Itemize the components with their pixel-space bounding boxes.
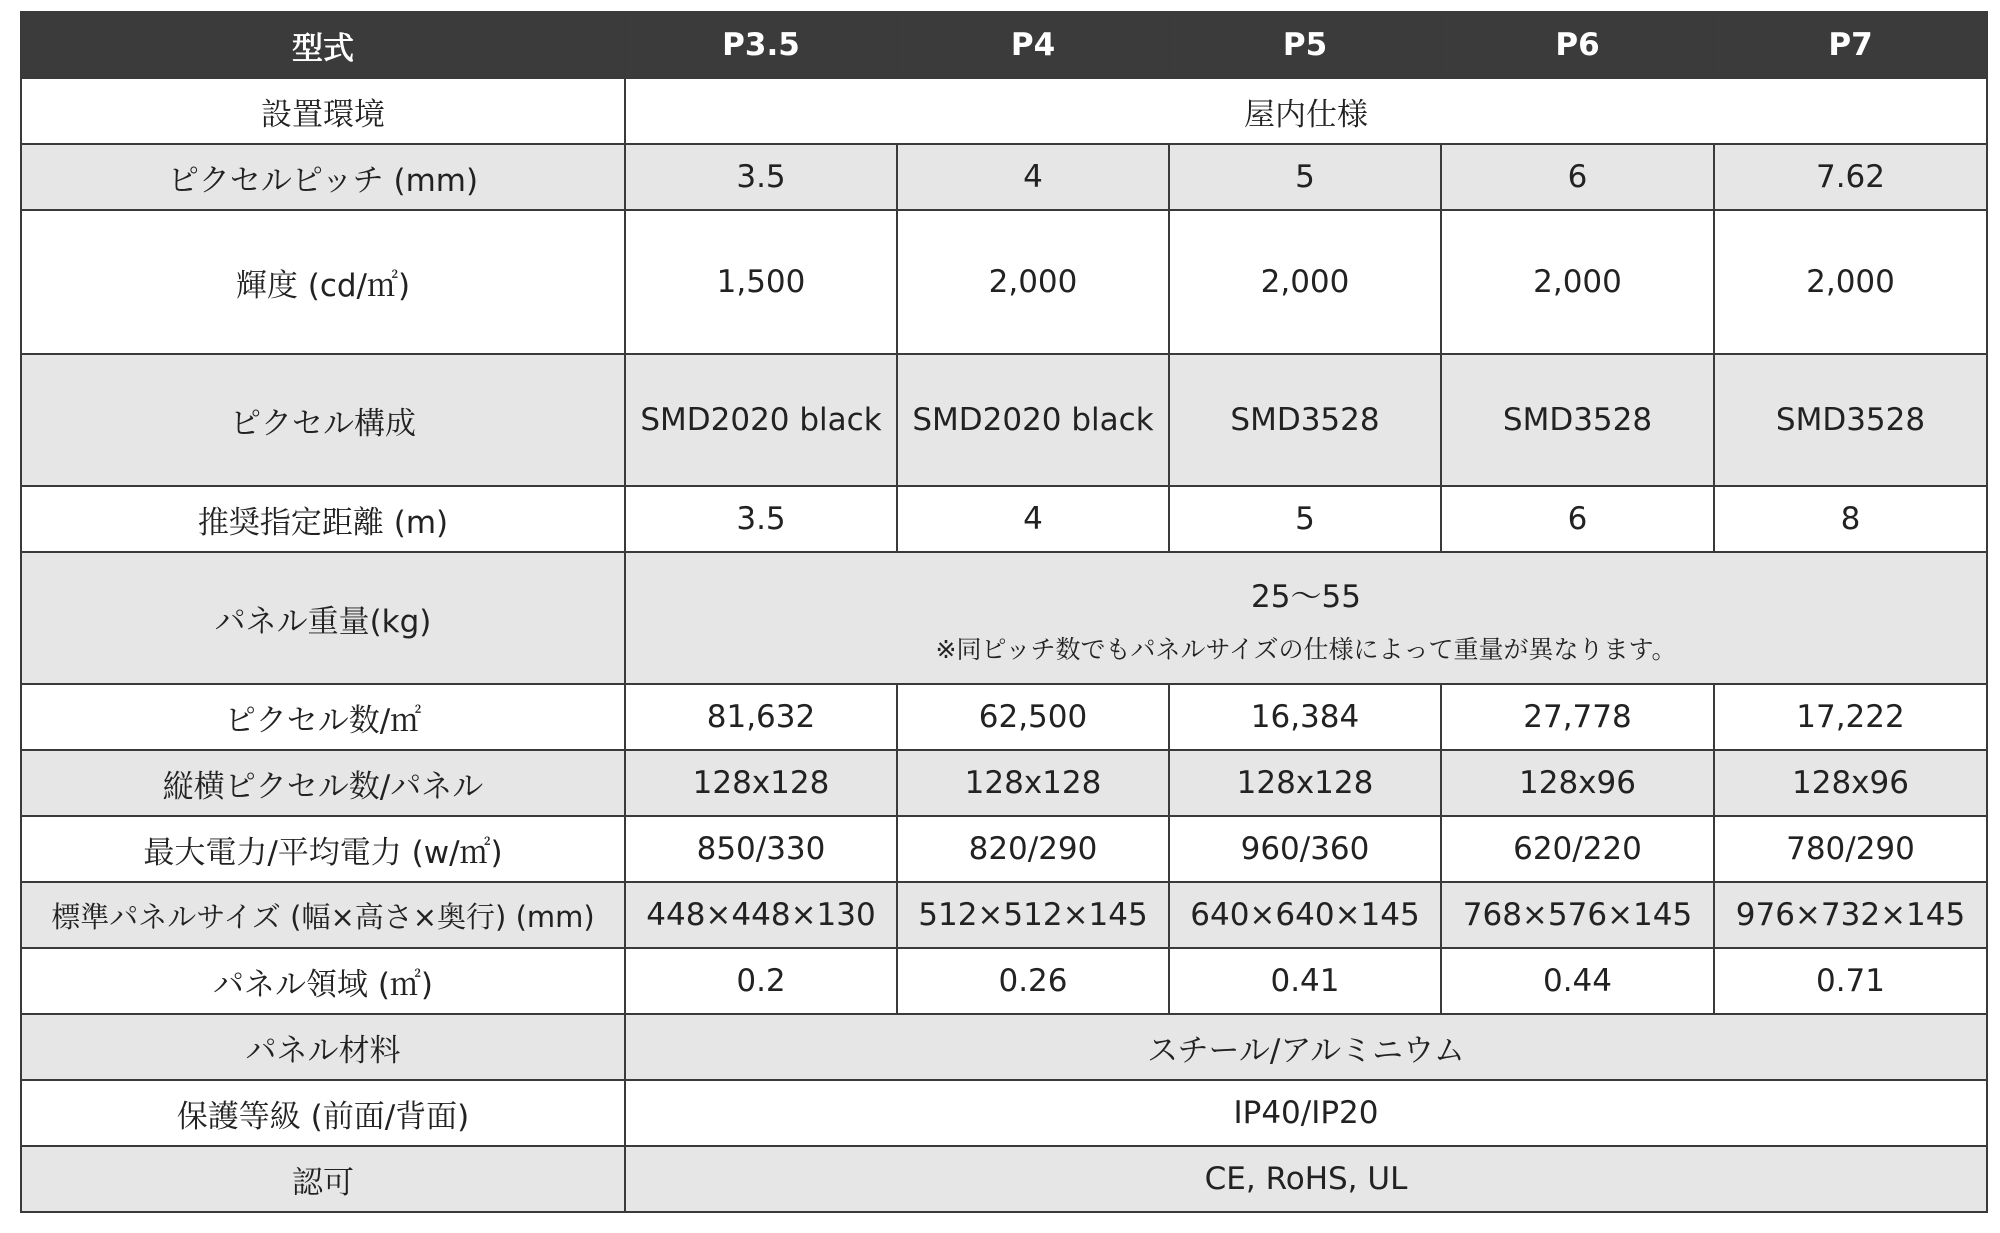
cell-value: 5 bbox=[1169, 144, 1441, 210]
cell-value: 128x96 bbox=[1714, 750, 1987, 816]
cell-value: 2,000 bbox=[1169, 210, 1441, 354]
cell-value: 0.41 bbox=[1169, 948, 1441, 1014]
cell-value: 6 bbox=[1441, 144, 1714, 210]
table-row bbox=[21, 354, 1987, 486]
table-row bbox=[21, 948, 1987, 1014]
table-row bbox=[21, 486, 1987, 552]
cell-value: 16,384 bbox=[1169, 684, 1441, 750]
cell-value: 0.44 bbox=[1441, 948, 1714, 1014]
table-row bbox=[21, 750, 1987, 816]
table-row bbox=[21, 684, 1987, 750]
cell-value: SMD2020 black bbox=[625, 354, 897, 486]
cell-value: 448×448×130 bbox=[625, 882, 897, 948]
table-row bbox=[21, 1146, 1987, 1212]
cell-value: 17,222 bbox=[1714, 684, 1987, 750]
row-label: パネル重量(kg) bbox=[21, 552, 625, 684]
row-label: 標準パネルサイズ (幅×高さ×奥行) (mm) bbox=[21, 882, 625, 948]
cell-value: 3.5 bbox=[625, 144, 897, 210]
row-span-value bbox=[625, 552, 1987, 684]
cell-value: 640×640×145 bbox=[1169, 882, 1441, 948]
row-span-value: 屋内仕様 bbox=[625, 78, 1987, 144]
cell-value: SMD3528 bbox=[1441, 354, 1714, 486]
row-span-value: CE, RoHS, UL bbox=[625, 1146, 1987, 1212]
cell-value: 4 bbox=[897, 486, 1169, 552]
cell-value: 960/360 bbox=[1169, 816, 1441, 882]
table-row bbox=[21, 1014, 1987, 1080]
row-label: ピクセル構成 bbox=[21, 354, 625, 486]
cell-value: 2,000 bbox=[1714, 210, 1987, 354]
cell-value: 27,778 bbox=[1441, 684, 1714, 750]
table-row bbox=[21, 1080, 1987, 1146]
cell-value: 512×512×145 bbox=[897, 882, 1169, 948]
header-p5: P5 bbox=[1169, 12, 1441, 78]
header-p6: P6 bbox=[1441, 12, 1714, 78]
row-label: 縦横ピクセル数/パネル bbox=[21, 750, 625, 816]
cell-value: 81,632 bbox=[625, 684, 897, 750]
table-row bbox=[21, 144, 1987, 210]
row-label: 推奨指定距離 (m) bbox=[21, 486, 625, 552]
cell-value: 8 bbox=[1714, 486, 1987, 552]
row-label: パネル材料 bbox=[21, 1014, 625, 1080]
cell-value: 0.2 bbox=[625, 948, 897, 1014]
weight-note: ※同ピッチ数でもパネルサイズの仕様によって重量が異なります。 bbox=[935, 634, 1677, 664]
cell-value: 2,000 bbox=[1441, 210, 1714, 354]
cell-value: 820/290 bbox=[897, 816, 1169, 882]
row-label: 最大電力/平均電力 (w/㎡) bbox=[21, 816, 625, 882]
cell-value: 4 bbox=[897, 144, 1169, 210]
row-label: 設置環境 bbox=[21, 78, 625, 144]
cell-value: 128x96 bbox=[1441, 750, 1714, 816]
table-row bbox=[21, 552, 1987, 684]
cell-value: SMD2020 black bbox=[897, 354, 1169, 486]
row-label: ピクセルピッチ (mm) bbox=[21, 144, 625, 210]
header-p4: P4 bbox=[897, 12, 1169, 78]
header-p7: P7 bbox=[1714, 12, 1987, 78]
header-p3-5: P3.5 bbox=[625, 12, 897, 78]
cell-value: 128x128 bbox=[1169, 750, 1441, 816]
cell-value: 6 bbox=[1441, 486, 1714, 552]
table-row bbox=[21, 210, 1987, 354]
header-row bbox=[21, 12, 1987, 78]
cell-value: 780/290 bbox=[1714, 816, 1987, 882]
cell-value: 620/220 bbox=[1441, 816, 1714, 882]
cell-value: 1,500 bbox=[625, 210, 897, 354]
table-row bbox=[21, 78, 1987, 144]
cell-value: 128x128 bbox=[625, 750, 897, 816]
cell-value: 7.62 bbox=[1714, 144, 1987, 210]
row-span-value: スチール/アルミニウム bbox=[625, 1014, 1987, 1080]
cell-value: 0.26 bbox=[897, 948, 1169, 1014]
cell-value: SMD3528 bbox=[1169, 354, 1441, 486]
row-span-value: IP40/IP20 bbox=[625, 1080, 1987, 1146]
table-row bbox=[21, 816, 1987, 882]
table-row bbox=[21, 882, 1987, 948]
row-label: 保護等級 (前面/背面) bbox=[21, 1080, 625, 1146]
cell-value: 3.5 bbox=[625, 486, 897, 552]
row-label: パネル領域 (㎡) bbox=[21, 948, 625, 1014]
cell-value: 128x128 bbox=[897, 750, 1169, 816]
row-label: 輝度 (cd/㎡) bbox=[21, 210, 625, 354]
cell-value: 850/330 bbox=[625, 816, 897, 882]
header-model: 型式 bbox=[21, 12, 625, 78]
cell-value: 768×576×145 bbox=[1441, 882, 1714, 948]
cell-value: 2,000 bbox=[897, 210, 1169, 354]
cell-value: 62,500 bbox=[897, 684, 1169, 750]
weight-range: 25～55 bbox=[1251, 578, 1361, 615]
row-label: ピクセル数/㎡ bbox=[21, 684, 625, 750]
cell-value: 5 bbox=[1169, 486, 1441, 552]
cell-value: 0.71 bbox=[1714, 948, 1987, 1014]
cell-value: SMD3528 bbox=[1714, 354, 1987, 486]
spec-table bbox=[20, 11, 1988, 1213]
cell-value: 976×732×145 bbox=[1714, 882, 1987, 948]
row-label: 認可 bbox=[21, 1146, 625, 1212]
